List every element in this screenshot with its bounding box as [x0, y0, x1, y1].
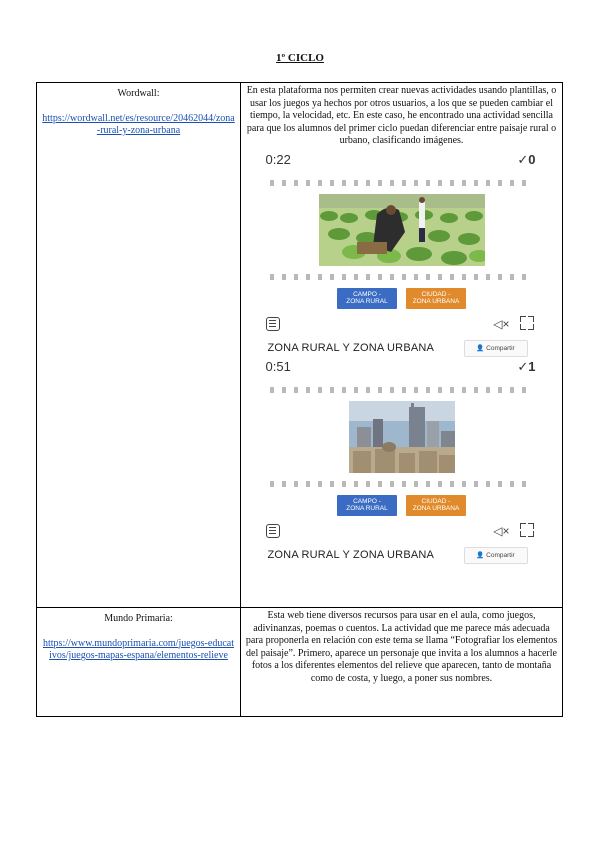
timer: 0:22: [265, 151, 291, 167]
description-cell: [241, 83, 563, 608]
menu-icon[interactable]: [266, 524, 280, 538]
site-name: Wordwall:: [117, 88, 160, 99]
farm-field-photo: [319, 194, 485, 266]
mute-icon[interactable]: ◁×: [493, 523, 510, 538]
site-name: Mundo Primaria:: [104, 613, 173, 624]
share-button[interactable]: 👤 Compartir: [464, 547, 528, 564]
activity-title: ZONA RURAL Y ZONA URBANA: [267, 548, 435, 561]
city-skyline-photo: [349, 401, 455, 473]
divider: [270, 481, 534, 487]
ciudad-zona-urbana-button[interactable]: CIUDAD - ZONA URBANA: [406, 495, 466, 516]
score: ✓1: [517, 358, 536, 374]
score: ✓0: [517, 151, 536, 167]
fullscreen-icon[interactable]: [520, 316, 534, 330]
description-text: En esta plataforma nos permiten crear nuevas actividades usando plantillas, o usar los juegos ya hechos por otros usuarios, a los que se pueden cambiar el tiempo, la velocidad, etc. En este caso, he encontrado una actividad sencilla para que los alumnos del primer ciclo puedan diferenciar entre paisaje rural o urbano, clasificando imágenes.: [246, 85, 557, 146]
mute-icon[interactable]: ◁×: [493, 316, 510, 331]
site-link[interactable]: https://wordwall.net/es/resource/20462044/zona-rural-y-zona-urbana: [42, 112, 235, 136]
site-cell: [37, 83, 241, 608]
timer: 0:51: [265, 358, 291, 374]
site-cell: [37, 608, 241, 717]
game-screenshot-rural: [262, 151, 542, 359]
fullscreen-icon[interactable]: [520, 523, 534, 537]
divider: [270, 387, 534, 393]
page-title: 1º CICLO: [276, 52, 324, 64]
game-screenshot-urban: [262, 358, 542, 566]
site-link[interactable]: https://www.mundoprimaria.com/juegos-educativos/juegos-mapas-espana/elementos-relieve: [43, 637, 234, 661]
share-button[interactable]: 👤 Compartir: [464, 340, 528, 357]
table-row: [37, 83, 563, 608]
menu-icon[interactable]: [266, 317, 280, 331]
campo-zona-rural-button[interactable]: CAMPO - ZONA RURAL: [337, 495, 397, 516]
divider: [270, 180, 534, 186]
activity-title: ZONA RURAL Y ZONA URBANA: [267, 341, 435, 354]
resources-table: [36, 82, 563, 717]
description-cell: [241, 608, 563, 717]
divider: [270, 274, 534, 280]
ciudad-zona-urbana-button[interactable]: CIUDAD - ZONA URBANA: [406, 288, 466, 309]
description-text: Esta web tiene diversos recursos para usar en el aula, como juegos, adivinanzas, poemas o cuentos. La actividad que me parece más adecuada para proponerla en relación con este tema se llama “Fotografiar los elementos del paisaje”. Primero, aparece un personaje que invita a los alumnos a hacerle fotos a los diferentes elementos del relieve que aparecen, tanto de montaña como de costa, y luego, a poner sus nombres.: [245, 610, 558, 684]
table-row: [37, 608, 563, 717]
campo-zona-rural-button[interactable]: CAMPO - ZONA RURAL: [337, 288, 397, 309]
